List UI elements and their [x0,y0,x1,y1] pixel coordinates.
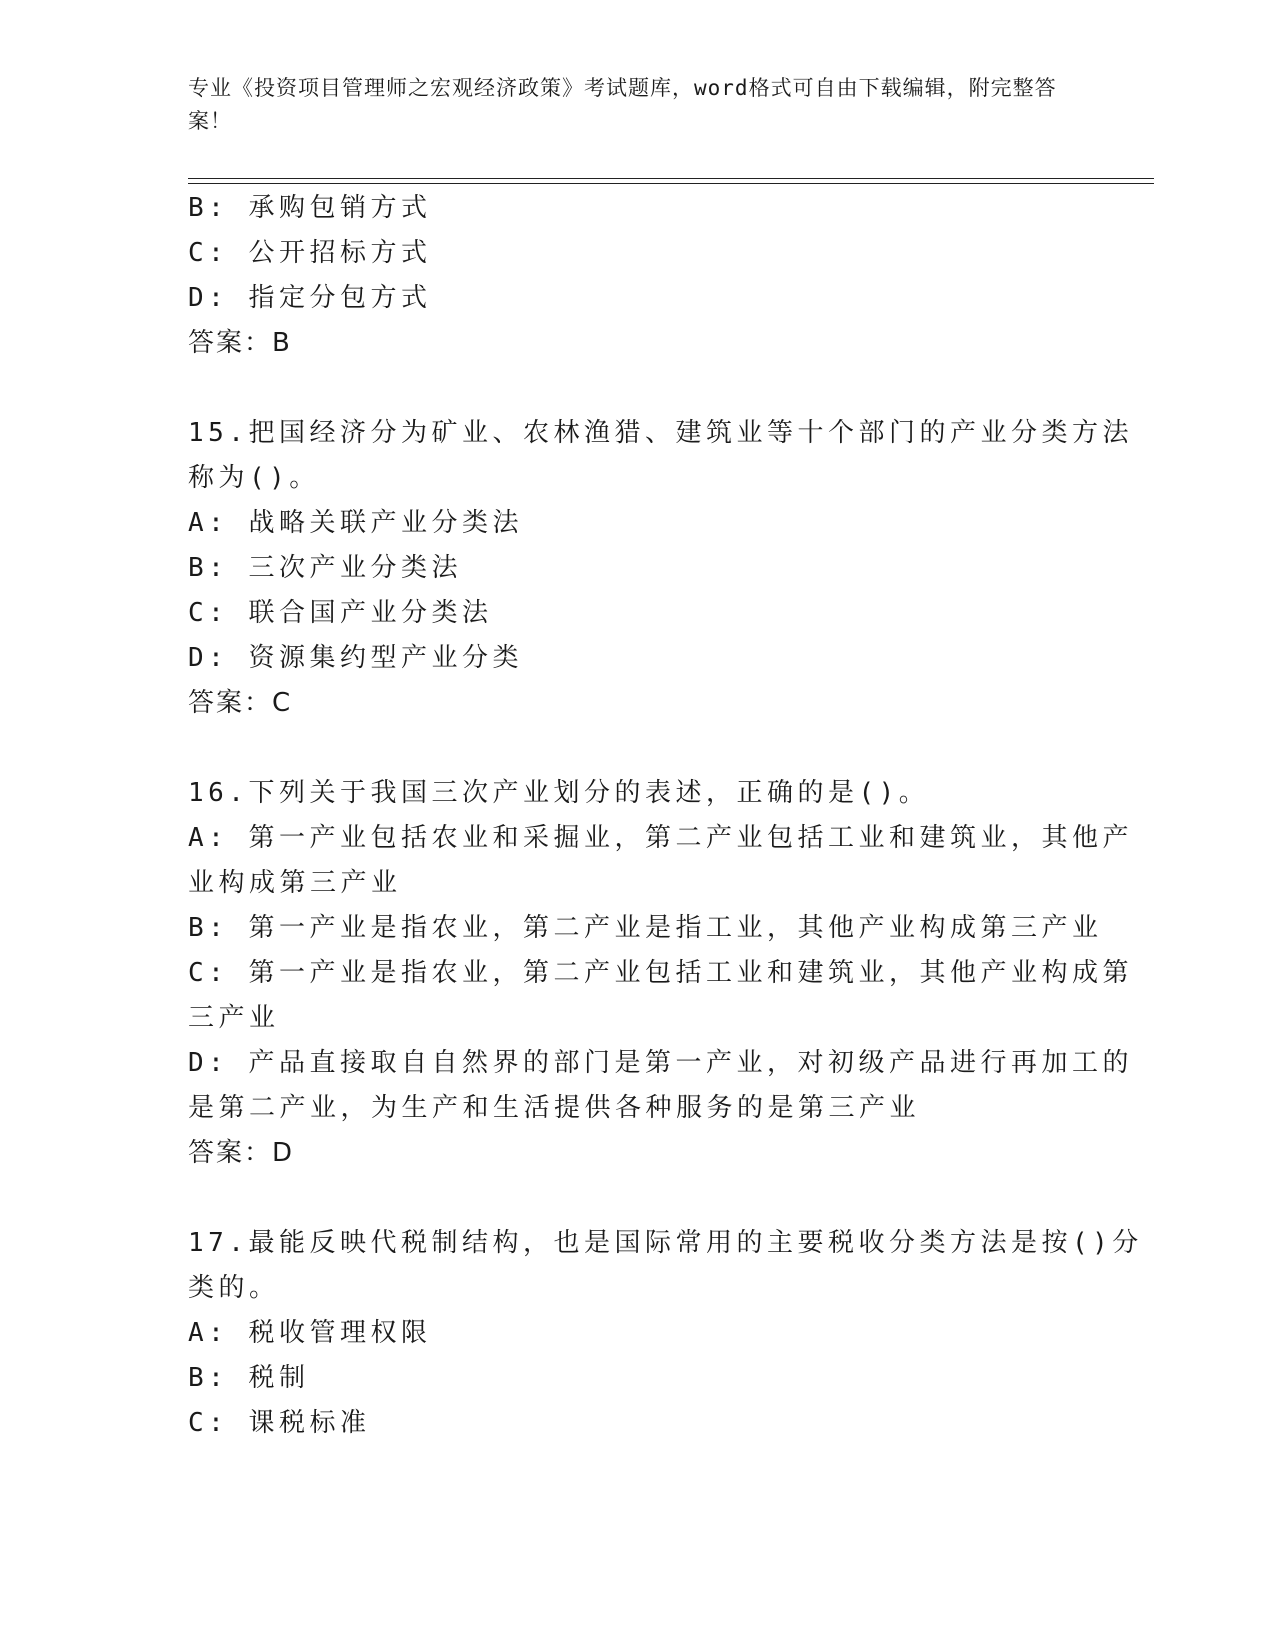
option-b: B: 三次产业分类法 [188,553,462,583]
question-stem-continued: 类的。 [188,1273,280,1303]
option-c: C: 课税标准 [188,1408,371,1438]
document-body [188,186,1143,1446]
answer: 答案：D [188,1138,295,1168]
page-header: 专业《投资项目管理师之宏观经济政策》考试题库，word格式可自由下载编辑，附完整答案！ [188,76,1057,133]
spacer [188,366,1078,411]
option-d-continued: 是第二产业，为生产和生活提供各种服务的是第三产业 [188,1093,921,1123]
header-rule-bottom [188,183,1154,184]
option-c-continued: 三产业 [188,1003,280,1033]
option-d: D: 资源集约型产业分类 [188,643,523,673]
question-stem: 15.把国经济分为矿业、农林渔猎、建筑业等十个部门的产业分类方法 [188,418,1133,448]
option-c: C: 联合国产业分类法 [188,598,493,628]
option-b: B: 第一产业是指农业，第二产业是指工业，其他产业构成第三产业 [188,913,1103,943]
question-14-continued [188,186,1078,366]
spacer [188,1176,1078,1221]
option-c: C: 第一产业是指农业，第二产业包括工业和建筑业，其他产业构成第 [188,958,1133,988]
option-d: D: 指定分包方式 [188,283,432,313]
question-stem-continued: 称为()。 [188,463,320,493]
option-c: C: 公开招标方式 [188,238,432,268]
question-16 [188,771,1133,1176]
header-rule-top [188,178,1154,179]
question-stem: 16.下列关于我国三次产业划分的表述，正确的是()。 [188,778,930,808]
spacer [188,726,1078,771]
option-b: B: 承购包销方式 [188,193,432,223]
option-a-continued: 业构成第三产业 [188,868,402,898]
question-stem: 17.最能反映代税制结构，也是国际常用的主要税收分类方法是按()分 [188,1228,1143,1258]
option-a: A: 战略关联产业分类法 [188,508,523,538]
option-a: A: 第一产业包括农业和采掘业，第二产业包括工业和建筑业，其他产 [188,823,1133,853]
option-a: A: 税收管理权限 [188,1318,432,1348]
question-17 [188,1221,1143,1446]
option-d: D: 产品直接取自自然界的部门是第一产业，对初级产品进行再加工的 [188,1048,1133,1078]
answer: 答案：C [188,688,293,718]
option-b: B: 税制 [188,1363,310,1393]
question-15 [188,411,1133,726]
answer: 答案：B [188,328,292,358]
